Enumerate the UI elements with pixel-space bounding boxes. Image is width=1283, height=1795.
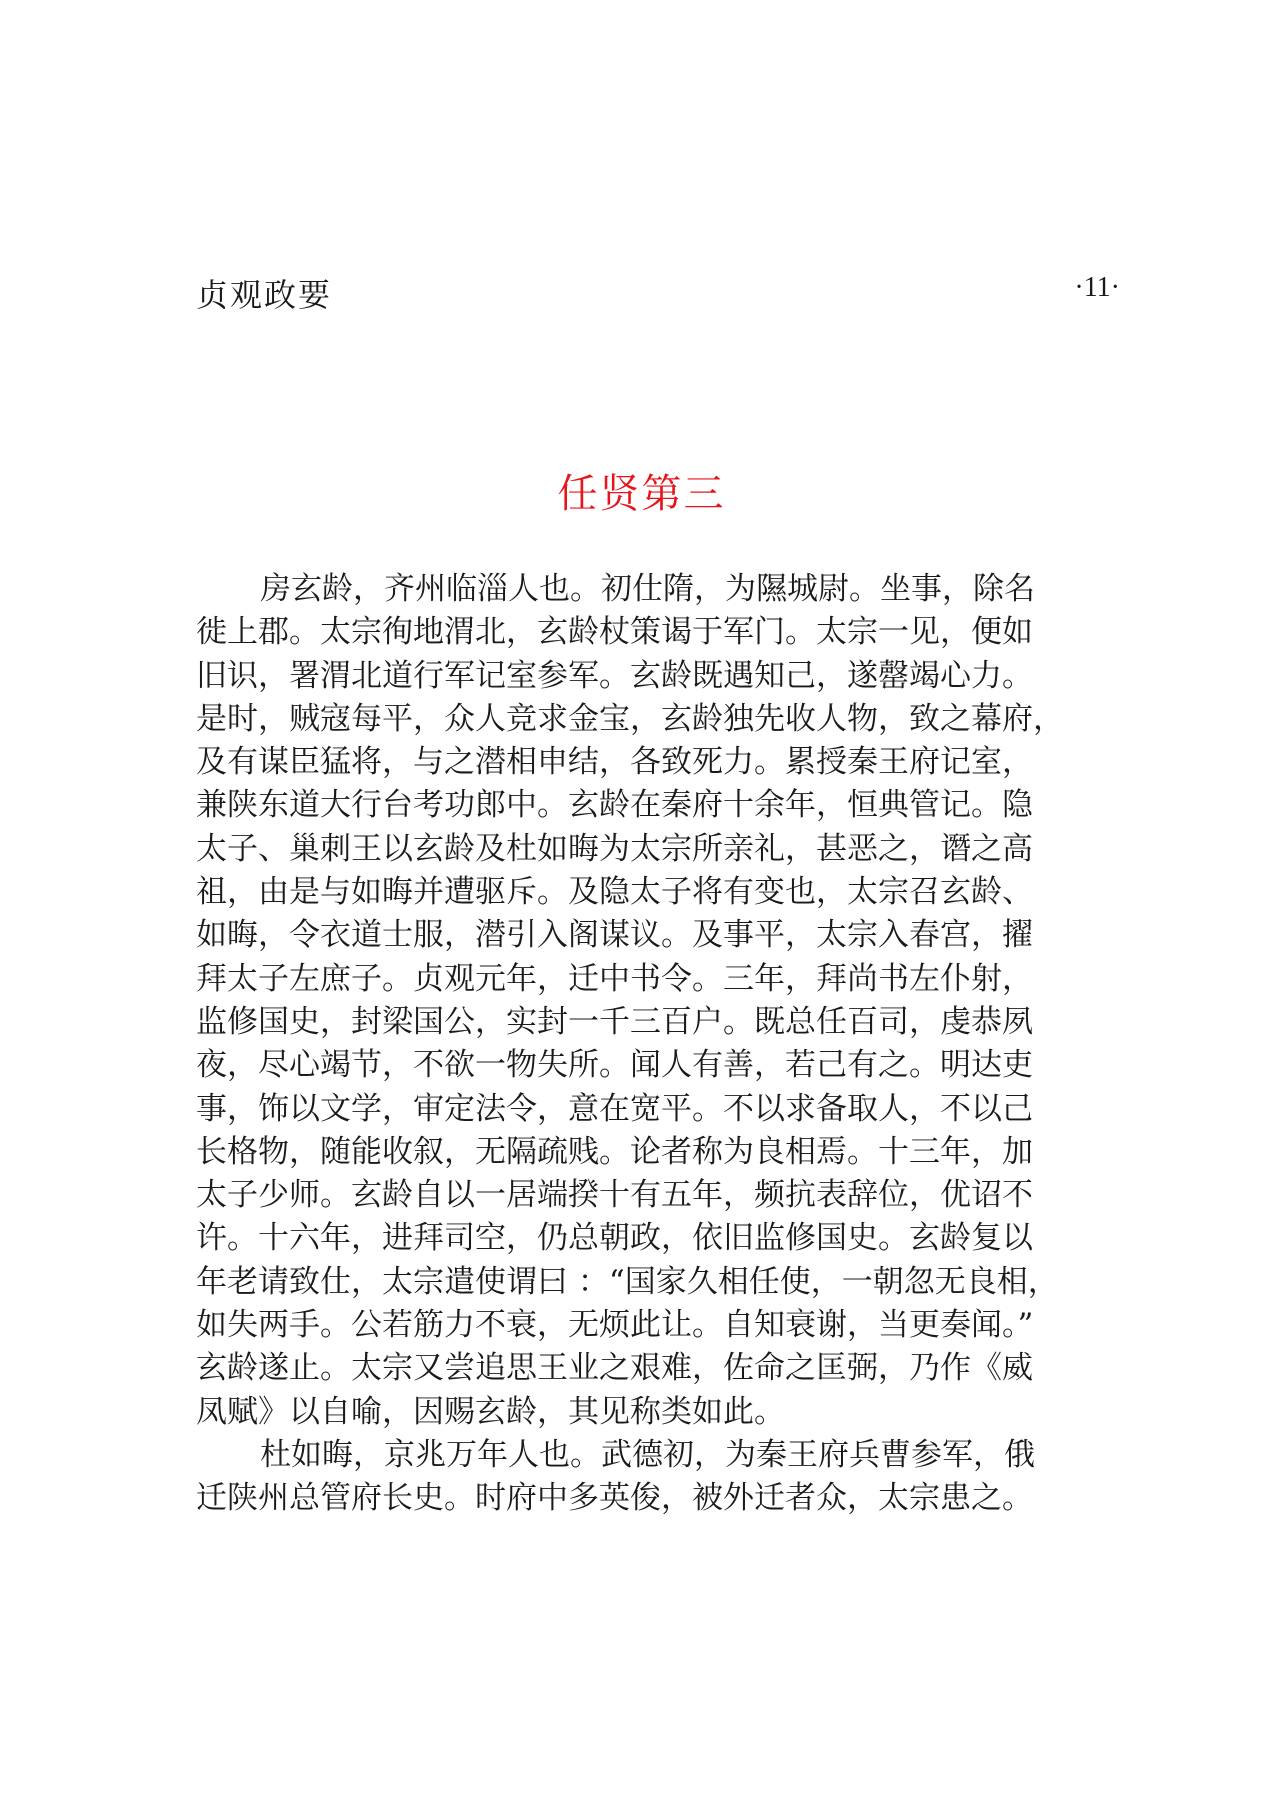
paragraph-line: 凤赋》以自喻，因赐玄龄，其见称类如此。: [196, 1393, 785, 1430]
chapter-title: 任贤第三: [557, 471, 726, 517]
paragraph-line: 拜太子左庶子。贞观元年，迁中书令。三年，拜尚书左仆射，: [196, 960, 1033, 997]
paragraph-line: 是时，贼寇每平，众人竞求金宝，玄龄独先收人物，致之幕府，: [196, 700, 1064, 737]
paragraph-line: 迁陕州总管府长史。时府中多英俊，被外迁者众，太宗患之。: [196, 1480, 1033, 1517]
paragraph-line: 年老请致仕，太宗遣使谓曰 ：“国家久相任使，一朝忽无良相，: [196, 1263, 1059, 1300]
paragraph-line: 兼陕东道大行台考功郎中。玄龄在秦府十余年，恒典管记。隐: [196, 787, 1033, 824]
paragraph-line: 徙上郡。太宗徇地渭北，玄龄杖策谒于军门。太宗一见，便如: [196, 614, 1033, 651]
running-head-book-title: 贞观政要: [196, 276, 333, 314]
paragraph-line: 监修国史，封梁国公，实封一千三百户。既总任百司，虔恭夙: [196, 1003, 1033, 1040]
paragraph-line: 许。十六年，进拜司空，仍总朝政，依旧监修国史。玄龄复以: [196, 1220, 1033, 1257]
paragraph-line: 杜如晦，京兆万年人也。武德初，为秦王府兵曹参军，俄: [260, 1436, 1035, 1473]
paragraph-line: 玄龄遂止。太宗又尝追思王业之艰难，佐命之匡弼，乃作《威: [196, 1350, 1033, 1387]
paragraph-line: 房玄龄，齐州临淄人也。初仕隋，为隰城尉。坐事，除名: [260, 571, 1035, 607]
paragraph-line: 旧识，署渭北道行军记室参军。玄龄既遇知己，遂罄竭心力。: [196, 657, 1033, 694]
paragraph-line: 如失两手。公若筋力不衰，无烦此让。自知衰谢，当更奏闻。”: [196, 1307, 1034, 1344]
paragraph-line: 祖，由是与如晦并遭驱斥。及隐太子将有变也，太宗召玄龄、: [196, 874, 1033, 911]
paragraph-line: 夜，尽心竭节，不欲一物失所。闻人有善，若己有之。明达吏: [196, 1047, 1033, 1084]
page-number: ·11·: [1074, 272, 1120, 303]
paragraph-line: 及有谋臣猛将，与之潜相申结，各致死力。累授秦王府记室，: [196, 744, 1033, 781]
paragraph-line: 长格物，随能收叙，无隔疏贱。论者称为良相焉。十三年，加: [196, 1133, 1033, 1170]
body-text: [196, 568, 1096, 1521]
paragraph-line: 如晦，令衣道士服，潜引入阁谋议。及事平，太宗入春宫，擢: [196, 917, 1033, 954]
paragraph-line: 太子、巢刺王以玄龄及杜如晦为太宗所亲礼，甚恶之，谮之高: [196, 830, 1033, 867]
paragraph-line: 事，饰以文学，审定法令，意在宽平。不以求备取人，不以己: [196, 1090, 1033, 1127]
paragraph-line: 太子少师。玄龄自以一居端揆十有五年，频抗表辞位，优诏不: [196, 1177, 1033, 1214]
